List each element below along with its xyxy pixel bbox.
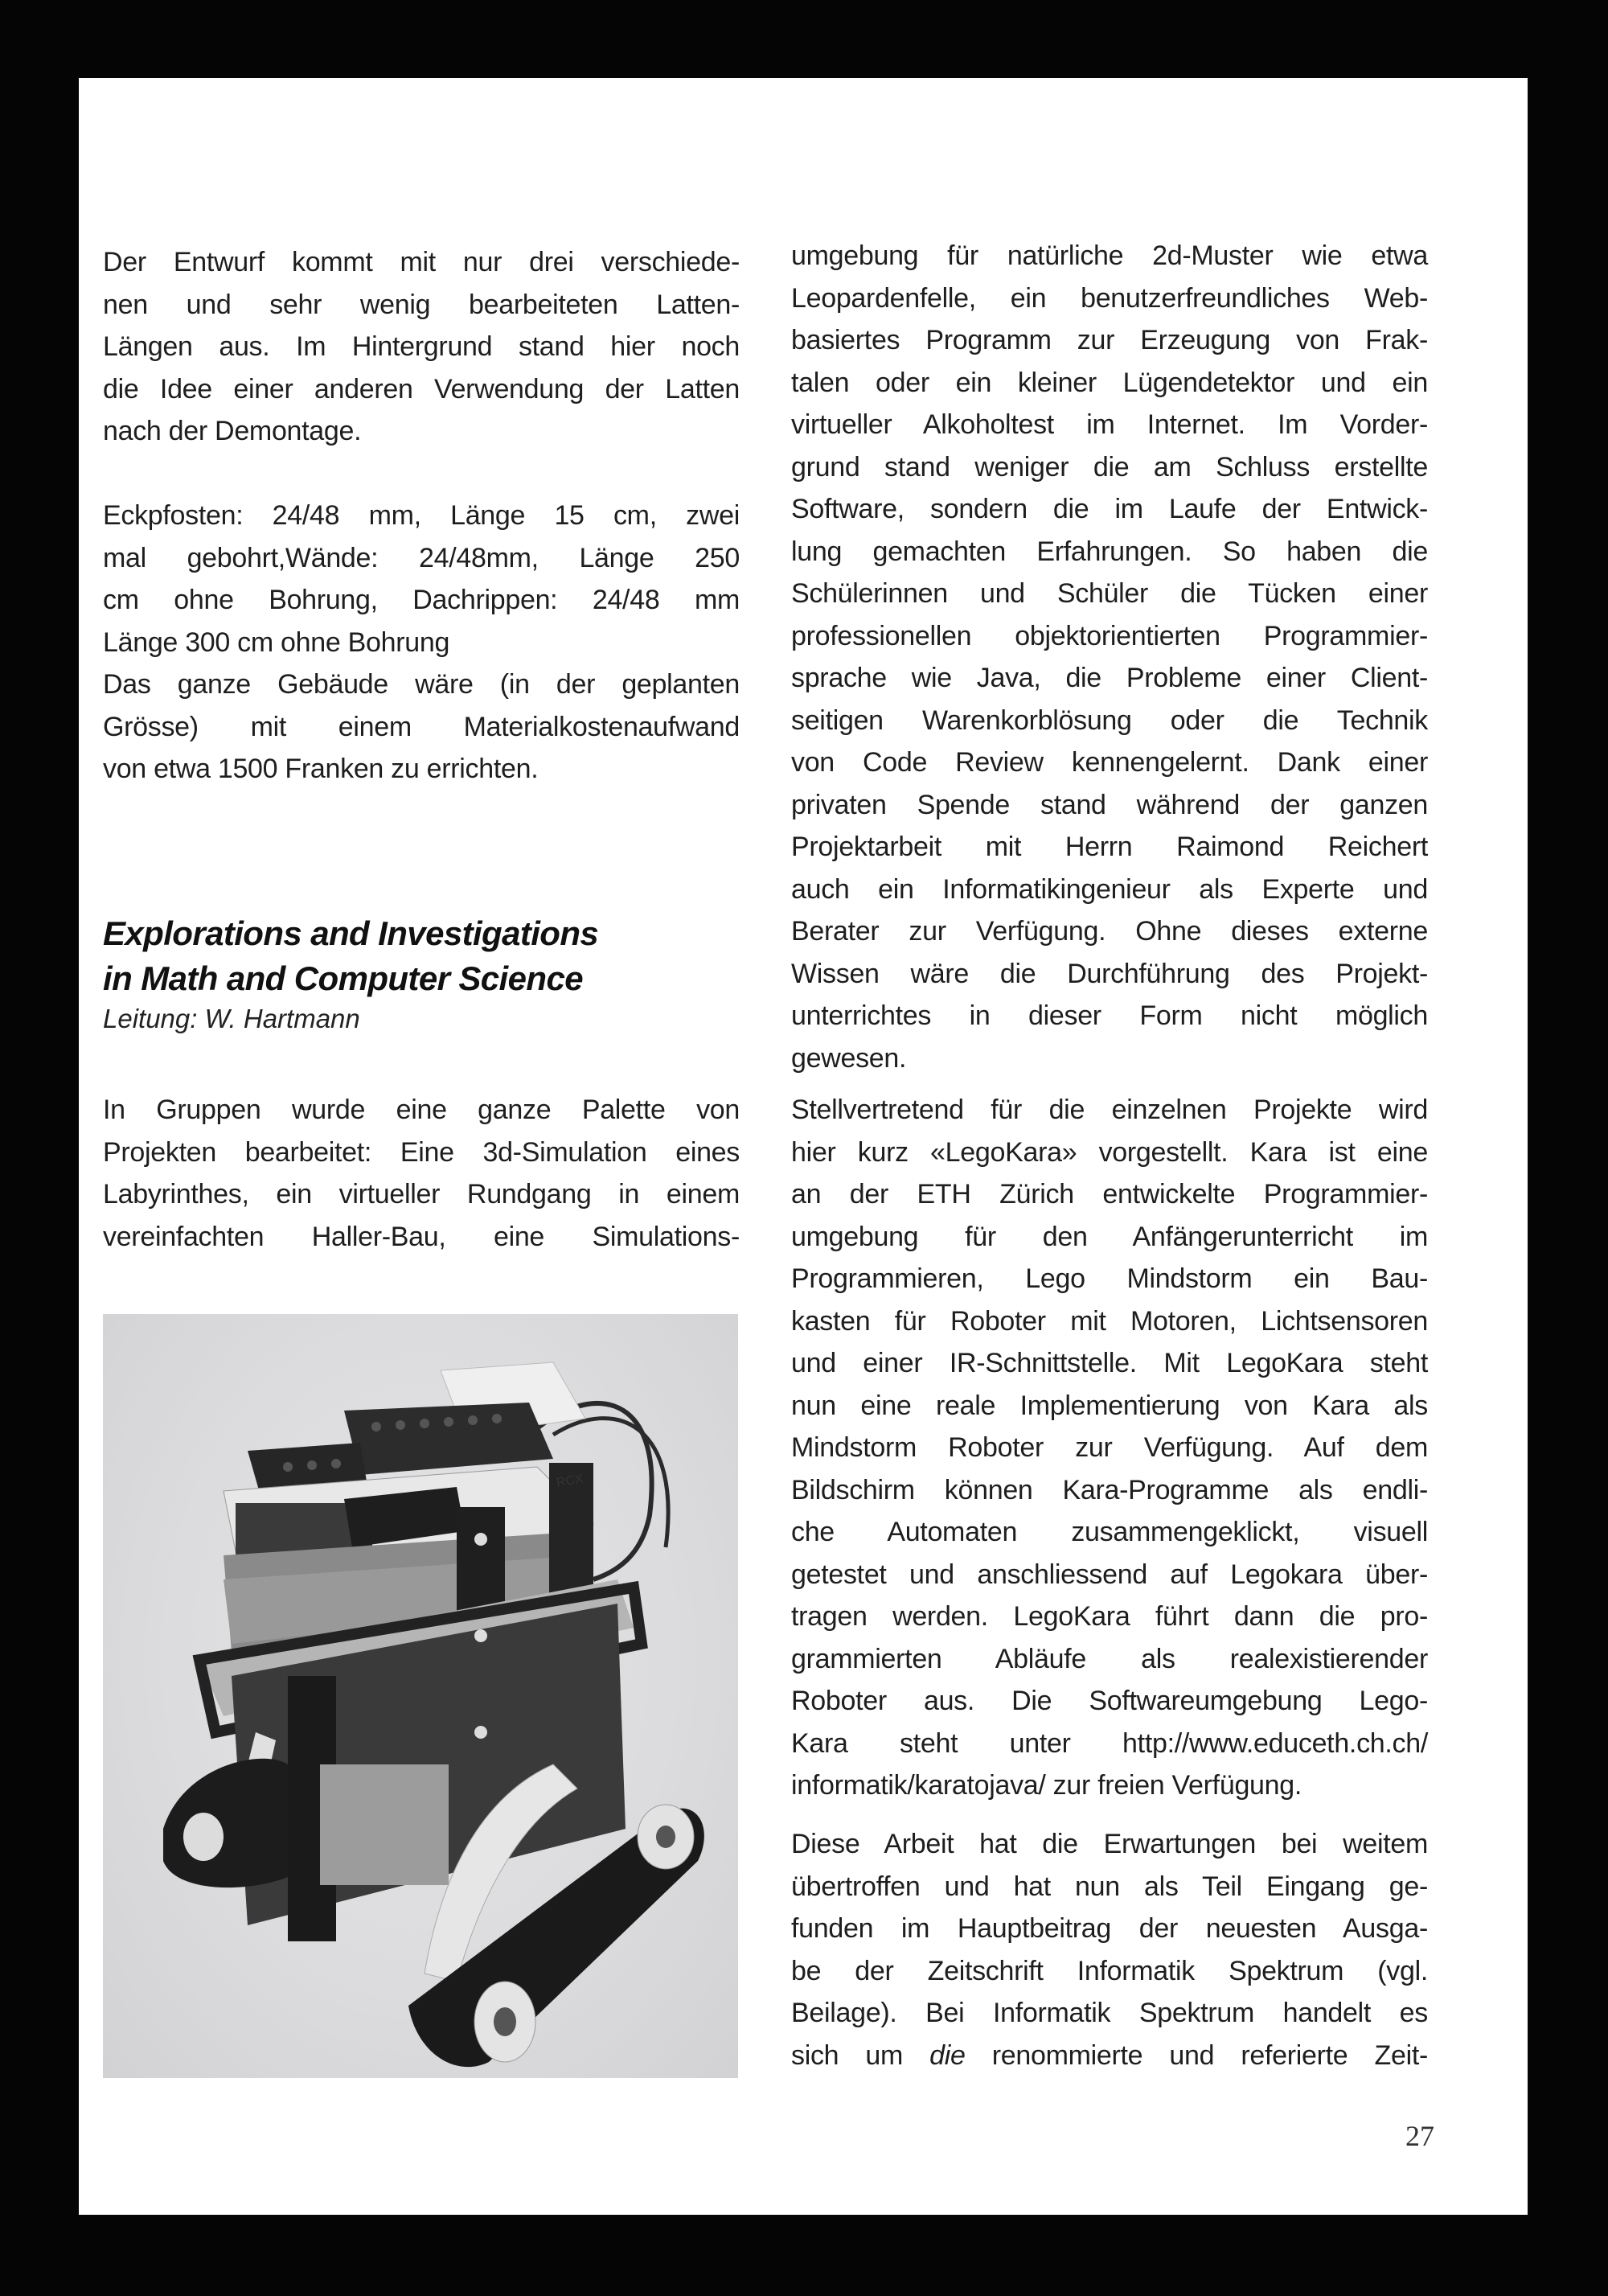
text-line: Das ganze Gebäude wäre (in der geplanten <box>103 669 740 700</box>
right-paragraph-1 <box>791 235 1428 1079</box>
section-byline: Leitung: W. Hartmann <box>103 1004 360 1033</box>
text-line: Labyrinthes, ein virtueller Rundgang in einem <box>103 1179 740 1210</box>
text-line: Schülerinnen und Schüler die Tücken einer <box>791 578 1428 609</box>
text-line: che Automaten zusammengeklickt, visuell <box>791 1517 1428 1547</box>
text-line: funden im Hauptbeitrag der neuesten Ausga- <box>791 1913 1428 1944</box>
text-line: vereinfachten Haller-Bau, eine Simulations- <box>103 1221 740 1252</box>
text-line: be der Zeitschrift Informatik Spektrum (vgl. <box>791 1955 1428 1986</box>
text-line: von Code Review kennengelernt. Dank einer <box>791 747 1428 778</box>
text-line: umgebung für den Anfängerunterricht im <box>791 1221 1428 1252</box>
text-line: talen oder ein kleiner Lügendetektor und ein <box>791 367 1428 398</box>
text-line: virtueller Alkoholtest im Internet. Im Vorder- <box>791 409 1428 440</box>
text-line: Wissen wäre die Durchführung des Projekt- <box>791 958 1428 989</box>
text-line: gewesen. <box>791 1042 907 1074</box>
text-line: nen und sehr wenig bearbeiteten Latten- <box>103 289 740 320</box>
text-line: Bildschirm können Kara-Programme als endli- <box>791 1474 1428 1505</box>
text-line: getestet und anschliessend auf Legokara über- <box>791 1559 1428 1590</box>
robot-photo <box>103 1314 738 2078</box>
text-line: Kara steht unter http://www.educeth.ch.ch/ <box>791 1727 1428 1759</box>
text-line: In Gruppen wurde eine ganze Palette von <box>103 1095 740 1125</box>
text-line: sprache wie Java, die Probleme einer Client- <box>791 663 1428 693</box>
text-fragment: renommierte und referierte Zeit- <box>965 2039 1429 2071</box>
left-paragraph-3 <box>103 1089 740 1258</box>
text-line: an der ETH Zürich entwickelte Programmier- <box>791 1179 1428 1210</box>
text-line: Programmieren, Lego Mindstorm ein Bau- <box>791 1263 1428 1294</box>
rcx-label: RCX <box>555 1472 585 1490</box>
text-line: Grösse) mit einem Materialkostenaufwand <box>103 711 740 742</box>
text-line: Mindstorm Roboter zur Verfügung. Auf dem <box>791 1432 1428 1463</box>
text-line: kasten für Roboter mit Motoren, Lichtsensoren <box>791 1305 1428 1337</box>
text-line: mal gebohrt,Wände: 24/48mm, Länge 250 <box>103 542 740 573</box>
text-line: Eckpfosten: 24/48 mm, Länge 15 cm, zwei <box>103 500 740 531</box>
text-line: hier kurz «LegoKara» vorgestellt. Kara ist eine <box>791 1136 1428 1168</box>
text-line: informatik/karatojava/ zur freien Verfügung. <box>791 1770 1302 1801</box>
text-line: basiertes Programm zur Erzeugung von Frak- <box>791 325 1428 355</box>
right-paragraph-3 <box>791 1823 1428 2076</box>
section-title-line: in Math and Computer Science <box>103 959 583 997</box>
lego-robot-illustration <box>103 1314 738 2078</box>
text-line: grund stand weniger die am Schluss erstellte <box>791 451 1428 483</box>
text-line: umgebung für natürliche 2d-Muster wie etwa <box>791 240 1428 271</box>
right-paragraph-2 <box>791 1089 1428 1807</box>
text-line: Projekten bearbeitet: Eine 3d-Simulation eines <box>103 1136 740 1168</box>
text-line: privaten Spende stand während der ganzen <box>791 789 1428 820</box>
text-line: die Idee einer anderen Verwendung der Latten <box>103 373 740 405</box>
text-line: auch ein Informatikingenieur als Experte und <box>791 873 1428 905</box>
text-line: cm ohne Bohrung, Dachrippen: 24/48 mm <box>103 585 740 615</box>
text-line: seitigen Warenkorblösung oder die Technik <box>791 704 1428 736</box>
section-title-line: Explorations and Investigations <box>103 914 599 952</box>
text-line: von etwa 1500 Franken zu errichten. <box>103 754 539 784</box>
text-line: nun eine reale Implementierung von Kara als <box>791 1390 1428 1421</box>
section-title <box>103 911 740 1001</box>
text-line <box>791 2035 1428 2077</box>
page-number: 27 <box>1405 2120 1434 2152</box>
emphasis-text: die <box>929 2039 966 2071</box>
text-line: professionellen objektorientierten Programmier- <box>791 620 1428 651</box>
text-line: Länge 300 cm ohne Bohrung <box>103 626 450 658</box>
text-line: Projektarbeit mit Herrn Raimond Reichert <box>791 832 1428 862</box>
text-line: Software, sondern die im Laufe der Entwick- <box>791 494 1428 524</box>
text-line: grammierten Abläufe als realexistierender <box>791 1643 1428 1674</box>
text-line: und einer IR-Schnittstelle. Mit LegoKara steht <box>791 1348 1428 1378</box>
text-line: Der Entwurf kommt mit nur drei verschiede- <box>103 247 740 277</box>
document-page <box>79 78 1528 2215</box>
left-paragraph-1 <box>103 241 740 453</box>
text-line: Roboter aus. Die Softwareumgebung Lego- <box>791 1686 1428 1716</box>
text-line: Leopardenfelle, ein benutzerfreundliches Web- <box>791 282 1428 314</box>
text-fragment: sich um <box>791 2039 930 2071</box>
text-line: übertroffen und hat nun als Teil Eingang ge- <box>791 1871 1428 1902</box>
text-line: Stellvertretend für die einzelnen Projekte wird <box>791 1095 1428 1125</box>
text-line: Beilage). Bei Informatik Spektrum handelt es <box>791 1998 1428 2028</box>
text-line: Berater zur Verfügung. Ohne dieses externe <box>791 916 1428 947</box>
left-paragraph-2 <box>103 495 740 791</box>
text-line: lung gemachten Erfahrungen. So haben die <box>791 536 1428 567</box>
text-line: Diese Arbeit hat die Erwartungen bei weitem <box>791 1829 1428 1859</box>
text-line: unterrichtes in dieser Form nicht möglich <box>791 1000 1428 1031</box>
text-line: tragen werden. LegoKara führt dann die pro- <box>791 1601 1428 1632</box>
text-line: nach der Demontage. <box>103 416 362 446</box>
text-line: Längen aus. Im Hintergrund stand hier noch <box>103 331 740 362</box>
